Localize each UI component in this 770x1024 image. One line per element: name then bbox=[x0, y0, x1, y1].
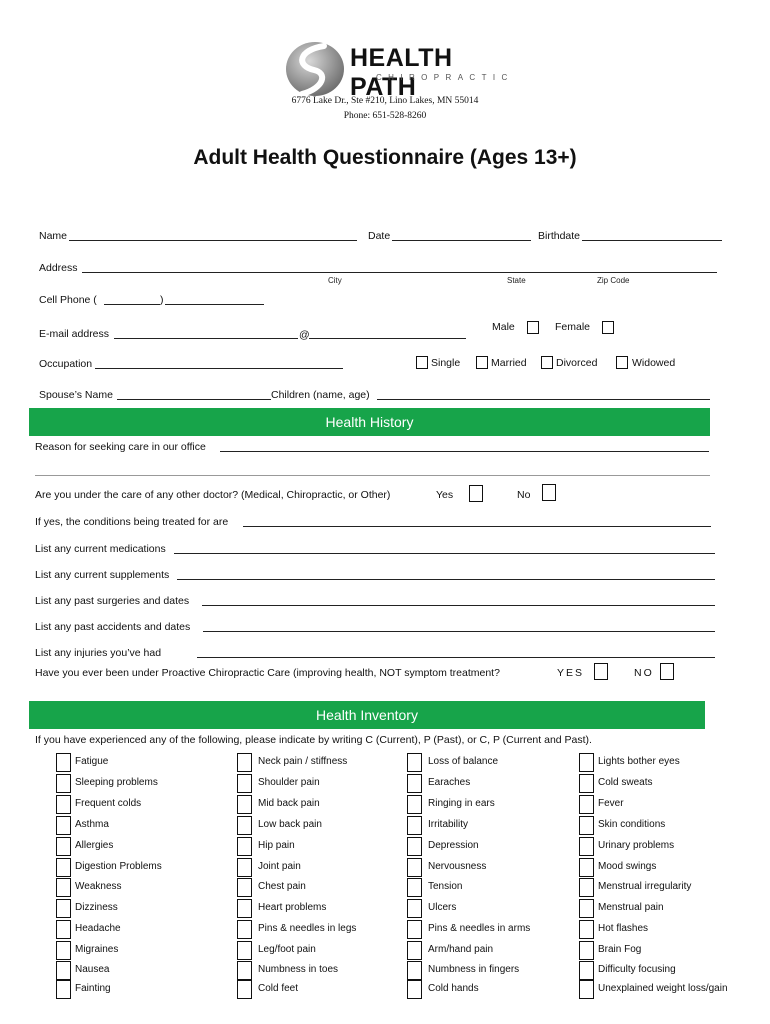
page-title: Adult Health Questionnaire (Ages 13+) bbox=[193, 146, 577, 169]
accidents-label: List any past accidents and dates bbox=[35, 621, 191, 633]
city-caption: City bbox=[328, 276, 342, 285]
supplements-label: List any current supplements bbox=[35, 569, 170, 581]
other-doctor-no-label: No bbox=[517, 489, 531, 501]
inventory-item-label: Depression bbox=[428, 840, 479, 851]
inventory-checkbox[interactable] bbox=[237, 961, 252, 980]
reason-label: Reason for seeking care in our office bbox=[35, 441, 206, 453]
inventory-item-label: Hot flashes bbox=[598, 923, 649, 934]
inventory-checkbox[interactable] bbox=[237, 980, 252, 999]
inventory-checkbox[interactable] bbox=[407, 774, 422, 793]
married-label: Married bbox=[491, 357, 527, 369]
email-at-sign: @ bbox=[299, 329, 310, 341]
inventory-item-label: Unexplained weight loss/gain bbox=[598, 983, 728, 994]
single-label: Single bbox=[431, 357, 461, 369]
state-caption: State bbox=[507, 276, 526, 285]
medications-label: List any current medications bbox=[35, 543, 166, 555]
inventory-item-label: Joint pain bbox=[258, 861, 301, 872]
inventory-item-label: Low back pain bbox=[258, 819, 322, 830]
inventory-checkbox[interactable] bbox=[237, 816, 252, 835]
inventory-checkbox[interactable] bbox=[407, 980, 422, 999]
inventory-checkbox[interactable] bbox=[237, 837, 252, 856]
proactive-question: Have you ever been under Proactive Chiropractic Care (improving health, NOT symptom treatment? bbox=[35, 667, 500, 679]
inventory-item-label: Chest pain bbox=[258, 881, 306, 892]
inventory-item-label: Urinary problems bbox=[598, 840, 675, 851]
inventory-checkbox[interactable] bbox=[579, 795, 594, 814]
surgeries-label: List any past surgeries and dates bbox=[35, 595, 190, 607]
inventory-item-label: Arm/hand pain bbox=[428, 944, 494, 955]
inventory-item-label: Pins & needles in arms bbox=[428, 923, 531, 934]
inventory-checkbox[interactable] bbox=[56, 795, 71, 814]
inventory-checkbox[interactable] bbox=[56, 753, 71, 772]
inventory-item-label: Cold sweats bbox=[598, 777, 653, 788]
inventory-checkbox[interactable] bbox=[56, 774, 71, 793]
inventory-checkbox[interactable] bbox=[237, 858, 252, 877]
address-label: Address bbox=[39, 262, 78, 274]
other-doctor-question: Are you under the care of any other doctor? (Medical, Chiropractic, or Other) bbox=[35, 489, 391, 501]
health-history-band: Health History bbox=[29, 408, 710, 436]
inventory-item-label: Migraines bbox=[75, 944, 119, 955]
inventory-checkbox[interactable] bbox=[56, 837, 71, 856]
inventory-checkbox[interactable] bbox=[237, 753, 252, 772]
inventory-checkbox[interactable] bbox=[407, 899, 422, 918]
inventory-item-label: Lights bother eyes bbox=[598, 756, 680, 767]
male-label: Male bbox=[492, 321, 515, 333]
inventory-item-label: Nausea bbox=[75, 964, 110, 975]
inventory-checkbox[interactable] bbox=[407, 920, 422, 939]
inventory-checkbox[interactable] bbox=[579, 961, 594, 980]
inventory-checkbox[interactable] bbox=[56, 980, 71, 999]
spouse-label: Spouse’s Name bbox=[39, 389, 113, 401]
inventory-item-label: Neck pain / stiffness bbox=[258, 756, 348, 767]
inventory-item-label: Mood swings bbox=[598, 861, 657, 872]
inventory-item-label: Ulcers bbox=[428, 902, 457, 913]
inventory-item-label: Difficulty focusing bbox=[598, 964, 676, 975]
inventory-checkbox[interactable] bbox=[237, 899, 252, 918]
conditions-label: If yes, the conditions being treated for are bbox=[35, 516, 229, 528]
inventory-checkbox[interactable] bbox=[407, 941, 422, 960]
brand-name: HEALTH PATH bbox=[350, 44, 453, 101]
inventory-checkbox[interactable] bbox=[56, 961, 71, 980]
birthdate-label: Birthdate bbox=[538, 230, 581, 242]
health-inventory-band: Health Inventory bbox=[29, 701, 705, 729]
inventory-item-label: Weakness bbox=[75, 881, 122, 892]
inventory-item-label: Numbness in fingers bbox=[428, 964, 520, 975]
inventory-item-label: Irritability bbox=[428, 819, 469, 830]
cell-phone-label: Cell Phone ( bbox=[39, 294, 97, 306]
inventory-item-label: Menstrual irregularity bbox=[598, 881, 692, 892]
inventory-item-label: Earaches bbox=[428, 777, 471, 788]
injuries-label: List any injuries you’ve had bbox=[35, 647, 162, 659]
clinic-phone: Phone: 651-528-8260 bbox=[343, 111, 427, 121]
inventory-checkbox[interactable] bbox=[579, 816, 594, 835]
inventory-item-label: Asthma bbox=[75, 819, 109, 830]
date-label: Date bbox=[368, 230, 391, 242]
inventory-checkbox[interactable] bbox=[237, 878, 252, 897]
female-label: Female bbox=[555, 321, 591, 333]
inventory-checkbox[interactable] bbox=[56, 858, 71, 877]
inventory-item-label: Shoulder pain bbox=[258, 777, 320, 788]
inventory-item-label: Numbness in toes bbox=[258, 964, 339, 975]
divorced-label: Divorced bbox=[556, 357, 598, 369]
inventory-item-label: Cold feet bbox=[258, 983, 299, 994]
proactive-yes-label: YES bbox=[557, 667, 585, 679]
inventory-item-label: Frequent colds bbox=[75, 798, 142, 809]
clinic-address: 6776 Lake Dr., Ste #210, Lino Lakes, MN 55014 bbox=[291, 96, 479, 106]
inventory-item-label: Fever bbox=[598, 798, 624, 809]
inventory-checkbox[interactable] bbox=[579, 774, 594, 793]
inventory-item-label: Nervousness bbox=[428, 861, 487, 872]
inventory-checkbox[interactable] bbox=[407, 858, 422, 877]
proactive-no-label: NO bbox=[634, 667, 654, 679]
inventory-checkbox[interactable] bbox=[237, 774, 252, 793]
inventory-checkbox[interactable] bbox=[579, 837, 594, 856]
inventory-checkbox[interactable] bbox=[579, 753, 594, 772]
inventory-item-label: Pins & needles in legs bbox=[258, 923, 357, 934]
inventory-checkbox[interactable] bbox=[579, 858, 594, 877]
inventory-item-label: Cold hands bbox=[428, 983, 479, 994]
occupation-label: Occupation bbox=[39, 358, 93, 370]
zip-caption: Zip Code bbox=[597, 276, 630, 285]
inventory-checkbox[interactable] bbox=[579, 899, 594, 918]
brand-subtitle: CHIROPRACTIC bbox=[376, 73, 514, 82]
inventory-checkbox[interactable] bbox=[407, 795, 422, 814]
inventory-item-label: Brain Fog bbox=[598, 944, 642, 955]
inventory-checkbox[interactable] bbox=[56, 878, 71, 897]
inventory-item-label: Heart problems bbox=[258, 902, 327, 913]
inventory-item-label: Headache bbox=[75, 923, 121, 934]
inventory-item-label: Skin conditions bbox=[598, 819, 666, 830]
widowed-label: Widowed bbox=[632, 357, 676, 369]
inventory-item-label: Ringing in ears bbox=[428, 798, 495, 809]
inventory-checkbox[interactable] bbox=[56, 941, 71, 960]
email-label: E-mail address bbox=[39, 328, 110, 340]
inventory-item-label: Loss of balance bbox=[428, 756, 499, 767]
inventory-item-label: Mid back pain bbox=[258, 798, 320, 809]
inventory-checkbox[interactable] bbox=[407, 837, 422, 856]
inventory-item-label: Menstrual pain bbox=[598, 902, 664, 913]
inventory-item-label: Hip pain bbox=[258, 840, 295, 851]
inventory-checkbox[interactable] bbox=[579, 980, 594, 999]
inventory-item-label: Allergies bbox=[75, 840, 114, 851]
inventory-item-label: Fainting bbox=[75, 983, 111, 994]
inventory-checkbox[interactable] bbox=[407, 878, 422, 897]
inventory-item-label: Sleeping problems bbox=[75, 777, 158, 788]
inventory-item-label: Dizziness bbox=[75, 902, 118, 913]
inventory-checkbox[interactable] bbox=[579, 941, 594, 960]
inventory-checkbox[interactable] bbox=[407, 753, 422, 772]
inventory-checkbox[interactable] bbox=[237, 941, 252, 960]
inventory-checkbox[interactable] bbox=[237, 920, 252, 939]
inventory-item-label: Fatigue bbox=[75, 756, 109, 767]
inventory-item-label: Leg/foot pain bbox=[258, 944, 316, 955]
cell-close-paren: ) bbox=[160, 294, 164, 306]
inventory-checkbox[interactable] bbox=[237, 795, 252, 814]
other-doctor-yes-label: Yes bbox=[436, 489, 454, 501]
inventory-checkbox[interactable] bbox=[56, 816, 71, 835]
inventory-checkbox[interactable] bbox=[579, 878, 594, 897]
inventory-checkbox[interactable] bbox=[56, 899, 71, 918]
inventory-checkbox[interactable] bbox=[407, 961, 422, 980]
name-label: Name bbox=[39, 230, 68, 242]
inventory-instructions: If you have experienced any of the following, please indicate by writing C (Current), P (Past), or C, P (Current and Past). bbox=[35, 734, 592, 746]
inventory-item-label: Tension bbox=[428, 881, 463, 892]
inventory-checkbox[interactable] bbox=[407, 816, 422, 835]
inventory-checkbox[interactable] bbox=[579, 920, 594, 939]
inventory-checkbox[interactable] bbox=[56, 920, 71, 939]
children-label: Children (name, age) bbox=[271, 389, 370, 401]
inventory-item-label: Digestion Problems bbox=[75, 861, 162, 872]
